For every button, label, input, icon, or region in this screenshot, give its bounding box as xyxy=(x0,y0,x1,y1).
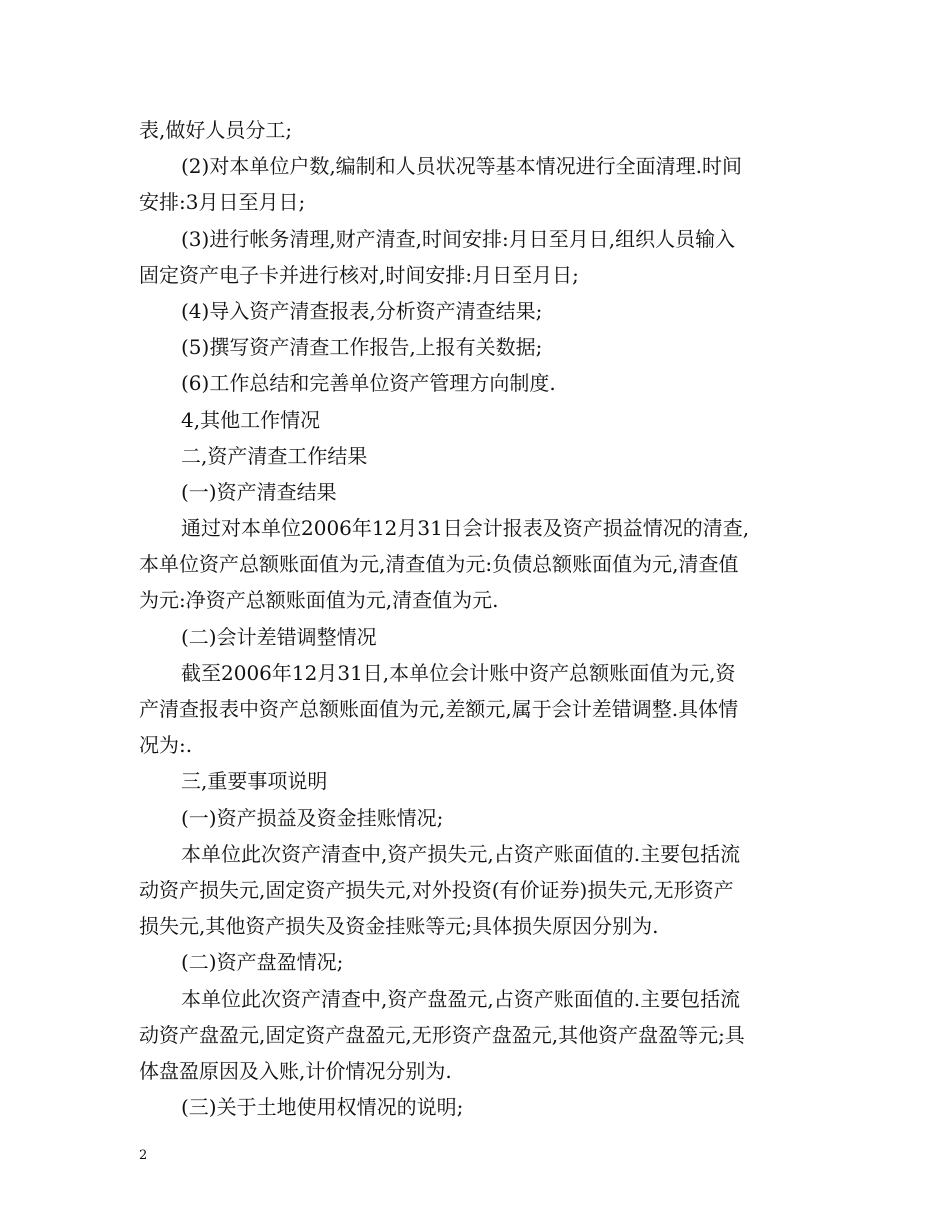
subsection-heading: (二)资产盘盈情况; xyxy=(181,950,344,975)
text-line: (4)导入资产清查报表,分析资产清查结果; xyxy=(181,298,543,323)
subsection-heading: (一)资产清查结果 xyxy=(181,479,337,504)
subsection-heading: (一)资产损益及资金挂账情况; xyxy=(181,805,444,830)
text-line: 固定资产电子卡并进行核对,时间安排:月日至月日; xyxy=(139,262,579,287)
text-line: 损失元,其他资产损失及资金挂账等元;具体损失原因分别为. xyxy=(139,914,659,939)
text-line: 动资产盘盈元,固定资产盘盈元,无形资产盘盈元,其他资产盘盈等元;具 xyxy=(139,1022,745,1047)
subsection-heading: (三)关于土地使用权情况的说明; xyxy=(181,1095,464,1120)
page-number: 2 xyxy=(139,1148,148,1163)
text-line: 产清查报表中资产总额账面值为元,差额元,属于会计差错调整.具体情 xyxy=(139,697,739,721)
subsection-heading: (二)会计差错调整情况 xyxy=(181,624,377,649)
text-line: 动资产损失元,固定资产损失元,对外投资(有价证券)损失元,无形资产 xyxy=(139,877,734,902)
text-line: 本单位此次资产清查中,资产盘盈元,占资产账面值的.主要包括流 xyxy=(181,986,741,1011)
text-line: 为元:净资产总额账面值为元,清查值为元. xyxy=(139,588,499,613)
text-line: 况为:. xyxy=(139,733,193,758)
section-heading: 二,资产清查工作结果 xyxy=(181,443,368,468)
text-line: 截至2006年12月31日,本单位会计账中资产总额账面值为元,资 xyxy=(181,660,736,685)
section-heading: 4,其他工作情况 xyxy=(181,407,321,432)
text-line: (2)对本单位户数,编制和人员状况等基本情况进行全面清理.时间 xyxy=(181,154,743,179)
text-line: 通过对本单位2006年12月31日会计报表及资产损益情况的清查, xyxy=(181,516,750,541)
section-heading: 三,重要事项说明 xyxy=(181,769,328,794)
text-line: (3)进行帐务清理,财产清查,时间安排:月日至月日,组织人员输入 xyxy=(181,226,736,251)
text-line: (5)撰写资产清查工作报告,上报有关数据; xyxy=(181,335,543,360)
text-line: 体盘盈原因及入账,计价情况分别为. xyxy=(139,1058,452,1083)
text-line: 本单位此次资产清查中,资产损失元,占资产账面值的.主要包括流 xyxy=(181,841,741,866)
text-line: 安排:3月日至月日; xyxy=(139,190,306,215)
text-line: (6)工作总结和完善单位资产管理方向制度. xyxy=(181,371,556,396)
document-body xyxy=(139,112,819,1125)
text-line: 本单位资产总额账面值为元,清查值为元:负债总额账面值为元,清查值 xyxy=(139,552,739,577)
text-line: 表,做好人员分工; xyxy=(139,118,293,142)
